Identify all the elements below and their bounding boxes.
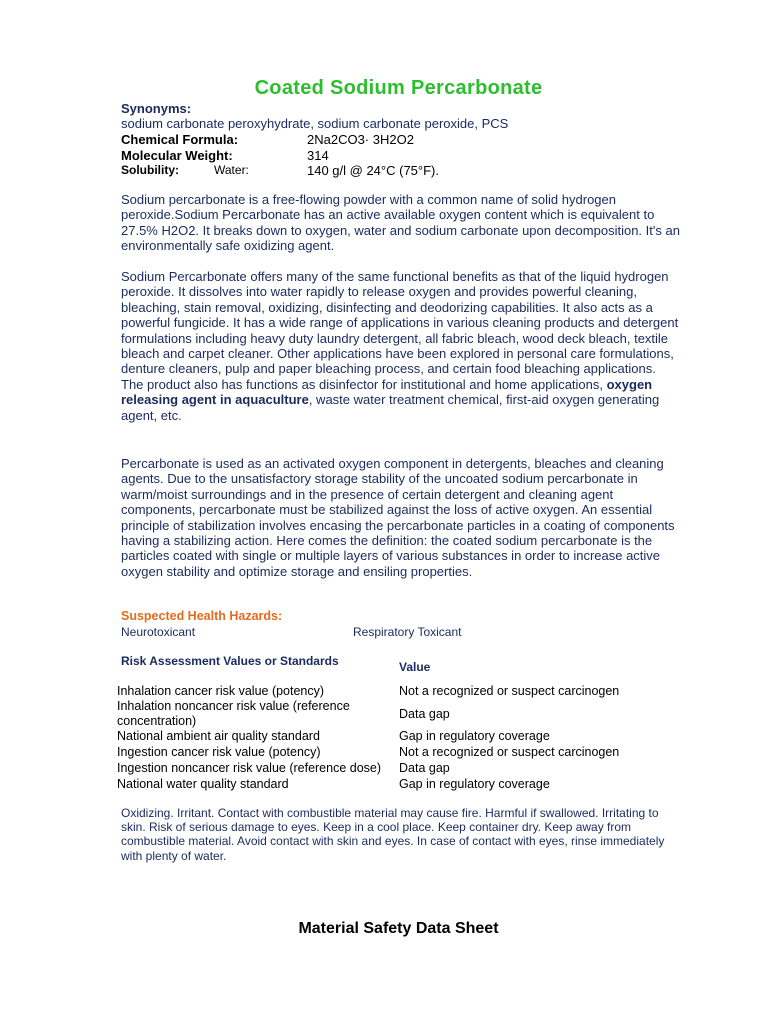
risk-row-value: Not a recognized or suspect carcinogen [399,745,620,759]
formula-value: 2Na2CO3· 3H2O2 [307,132,414,147]
risk-row-value: Gap in regulatory coverage [399,777,550,791]
solubility-label: Solubility: [121,163,179,177]
risk-row-value: Data gap [399,761,450,775]
risk-row-label: Ingestion cancer risk value (potency) [117,745,321,759]
document-title: Coated Sodium Percarbonate [254,77,543,99]
risk-row-value: Gap in regulatory coverage [399,729,550,743]
synonyms-label: Synonyms: [121,101,192,116]
risk-row-label: Ingestion noncancer risk value (reference dose) [117,761,382,775]
risk-row-label: National water quality standard [117,777,289,791]
risk-row-label: Inhalation cancer risk value (potency) [117,684,325,698]
risk-row-label: National ambient air quality standard [117,729,320,743]
weight-label: Molecular Weight: [121,148,233,163]
synonyms-value: sodium carbonate peroxyhydrate, sodium carbonate peroxide, PCS [121,116,509,131]
paragraph-applications-bold: oxygen releasing agent in aquaculture [121,376,653,408]
paragraph-intro: Sodium percarbonate is a free-flowing powder with a common name of solid hydrogen peroxide.Sodium Percarbonate has an active available oxygen content which is equivalent to 27.5% H2O2. It breaks down to oxygen, water and sodium carbonate upon decomposition. It's an environmentally safe oxidizing agent. [121,192,680,254]
paragraph-applications-text: Sodium Percarbonate offers many of the same functional benefits as that of the liquid hydrogen peroxide. It dissolves into water rapidly to release oxygen and provides powerful cleaning, bleaching, stain removal, oxidizing, disinfecting and deodorizing capabilities. It also acts as a powerful fungicide. It has a wide range of applications in various cleaning products and detergent formulations including heavy duty laundry detergent, all fabric bleach, wood deck bleach, textile bleach and carpet cleaner. Other applications have been explored in personal care formulations, denture cleaners, pulp and paper bleaching process, and certain food bleaching applications. The product also has functions as disinfector for institutional and home applications, [121,269,679,392]
safety-statement: Oxidizing. Irritant. Contact with combustible material may cause fire. Harmful if swallowed. Irritating to skin. Risk of serious damage to eyes. Keep in a cool place. Keep container dry. Keep away from combustible material. Avoid contact with skin and eyes. In case of contact with eyes, rinse immediately with plenty of water. [121,806,665,863]
risk-row-label: Inhalation noncancer risk value (reference concentration) [117,699,350,728]
solubility-sub: Water: [214,163,249,177]
hazard-neurotoxicant: Neurotoxicant [121,625,196,639]
hazard-respiratory: Respiratory Toxicant [353,625,462,639]
paragraph-stabilization: Percarbonate is used as an activated oxygen component in detergents, bleaches and cleaning agents. Due to the unsatisfactory storage stability of the uncoated sodium percarbonate in warm/moist surroundings and in the presence of certain detergent and cleaning agent components, percarbonate must be stabilized against the loss of active oxygen. An essential principle of stabilization involves encasing the percarbonate particles in a coating of components having a stabilizing action. Here comes the definition: the coated sodium percarbonate is the particles coated with single or multiple layers of various substances in order to increase active oxygen stability and optimize storage and ensiling properties. [121,456,675,579]
solubility-value: 140 g/l @ 24°C (75°F). [307,163,439,178]
value-header: Value [399,660,431,674]
paragraph-applications [121,269,681,423]
paragraph-applications-tail: , waste water treatment chemical, first-aid oxygen generating agent, etc. [121,392,660,423]
hazards-label: Suspected Health Hazards: [121,609,283,623]
risk-row-value: Data gap [399,707,450,721]
weight-value: 314 [307,148,329,163]
risk-row-value: Not a recognized or suspect carcinogen [399,684,620,698]
footer-title: Material Safety Data Sheet [298,920,499,937]
formula-label: Chemical Formula: [121,132,239,147]
risk-header: Risk Assessment Values or Standards [121,654,339,668]
